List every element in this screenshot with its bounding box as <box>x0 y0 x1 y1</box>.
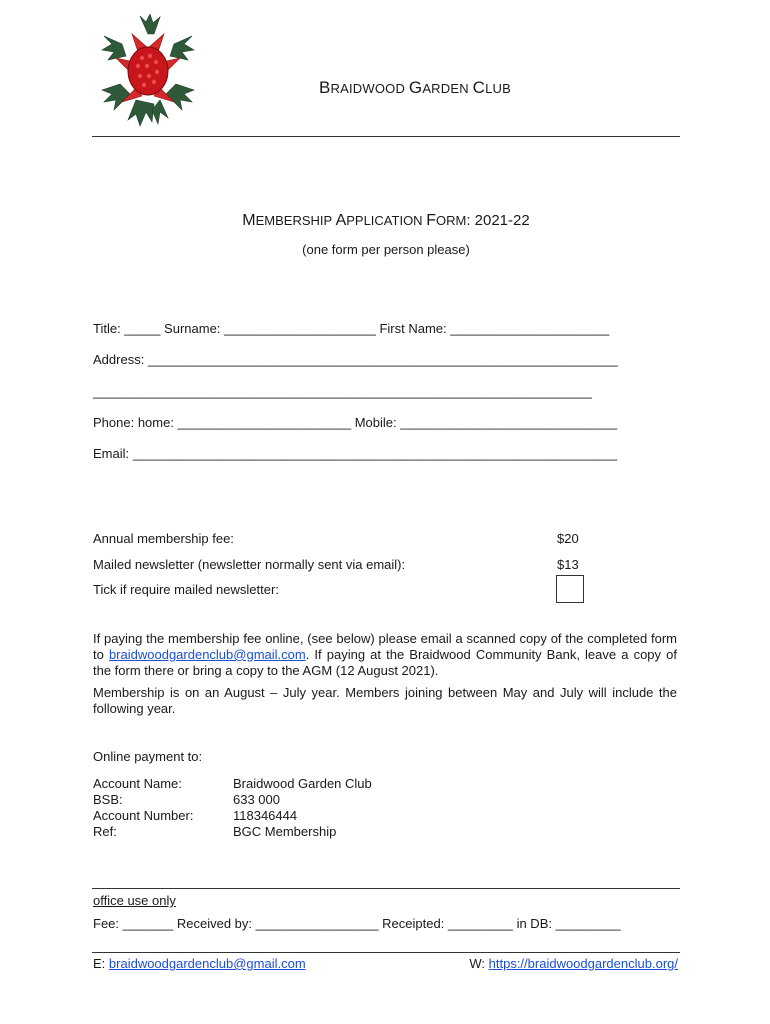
club-title: BRAIDWOOD GARDEN CLUB <box>318 78 512 97</box>
email-link[interactable]: braidwoodgardenclub@gmail.com <box>108 647 306 662</box>
annual-fee-label: Annual membership fee: <box>93 531 234 546</box>
footer-email-link[interactable]: braidwoodgardenclub@gmail.com <box>108 956 306 971</box>
account-labels: Account Name: BSB: Account Number: Ref: <box>93 776 194 839</box>
account-values: Braidwood Garden Club 633 000 118346444 BGC Membership <box>233 776 372 839</box>
form-title: MEMBERSHIP APPLICATION FORM: 2021-22 <box>242 212 530 229</box>
mailed-newsletter-amount: $13 <box>557 557 579 572</box>
footer-website-link[interactable]: https://braidwoodgardenclub.org/ <box>488 956 678 971</box>
payment-instructions: If paying the membership fee online, (see below) please email a scanned copy of the completed form to braidwoodgardenclub@gmail.com. If paying at the Braidwood Community Bank, leave a copy of the form there or bring a copy to the AGM (12 August 2021). <box>93 631 677 678</box>
membership-year-note: Membership is on an August – July year. Members joining between May and July will include the following year. <box>93 685 677 716</box>
online-payment-heading: Online payment to: <box>93 749 203 764</box>
address-line-2[interactable]: _____________________________________________________________________ <box>93 384 592 399</box>
footer-divider <box>92 952 680 953</box>
email-line[interactable]: Email: ___________________________________________________________________ <box>93 446 618 461</box>
form-subtitle: (one form per person please) <box>302 242 470 257</box>
mailed-newsletter-label: Mailed newsletter (newsletter normally sent via email): <box>93 557 406 572</box>
address-line[interactable]: Address: _________________________________________________________________ <box>93 352 618 367</box>
footer-email: E: braidwoodgardenclub@gmail.com <box>93 956 306 971</box>
office-use-line: Fee: _______ Received by: _________________ Receipted: _________ in DB: _________ <box>93 916 621 931</box>
newsletter-checkbox[interactable] <box>556 575 584 603</box>
phone-mobile-line[interactable]: Phone: home: ________________________ Mobile: ______________________________ <box>93 415 618 430</box>
office-divider <box>92 888 680 889</box>
header-divider <box>92 136 680 137</box>
tick-newsletter-label: Tick if require mailed newsletter: <box>93 582 279 597</box>
waratah-flower-logo <box>100 14 196 128</box>
footer-website: W: https://braidwoodgardenclub.org/ <box>469 956 678 971</box>
annual-fee-amount: $20 <box>557 531 579 546</box>
title-surname-firstname-line[interactable]: Title: _____ Surname: _____________________ First Name: ______________________ <box>93 321 610 336</box>
office-use-heading: office use only <box>93 893 176 908</box>
